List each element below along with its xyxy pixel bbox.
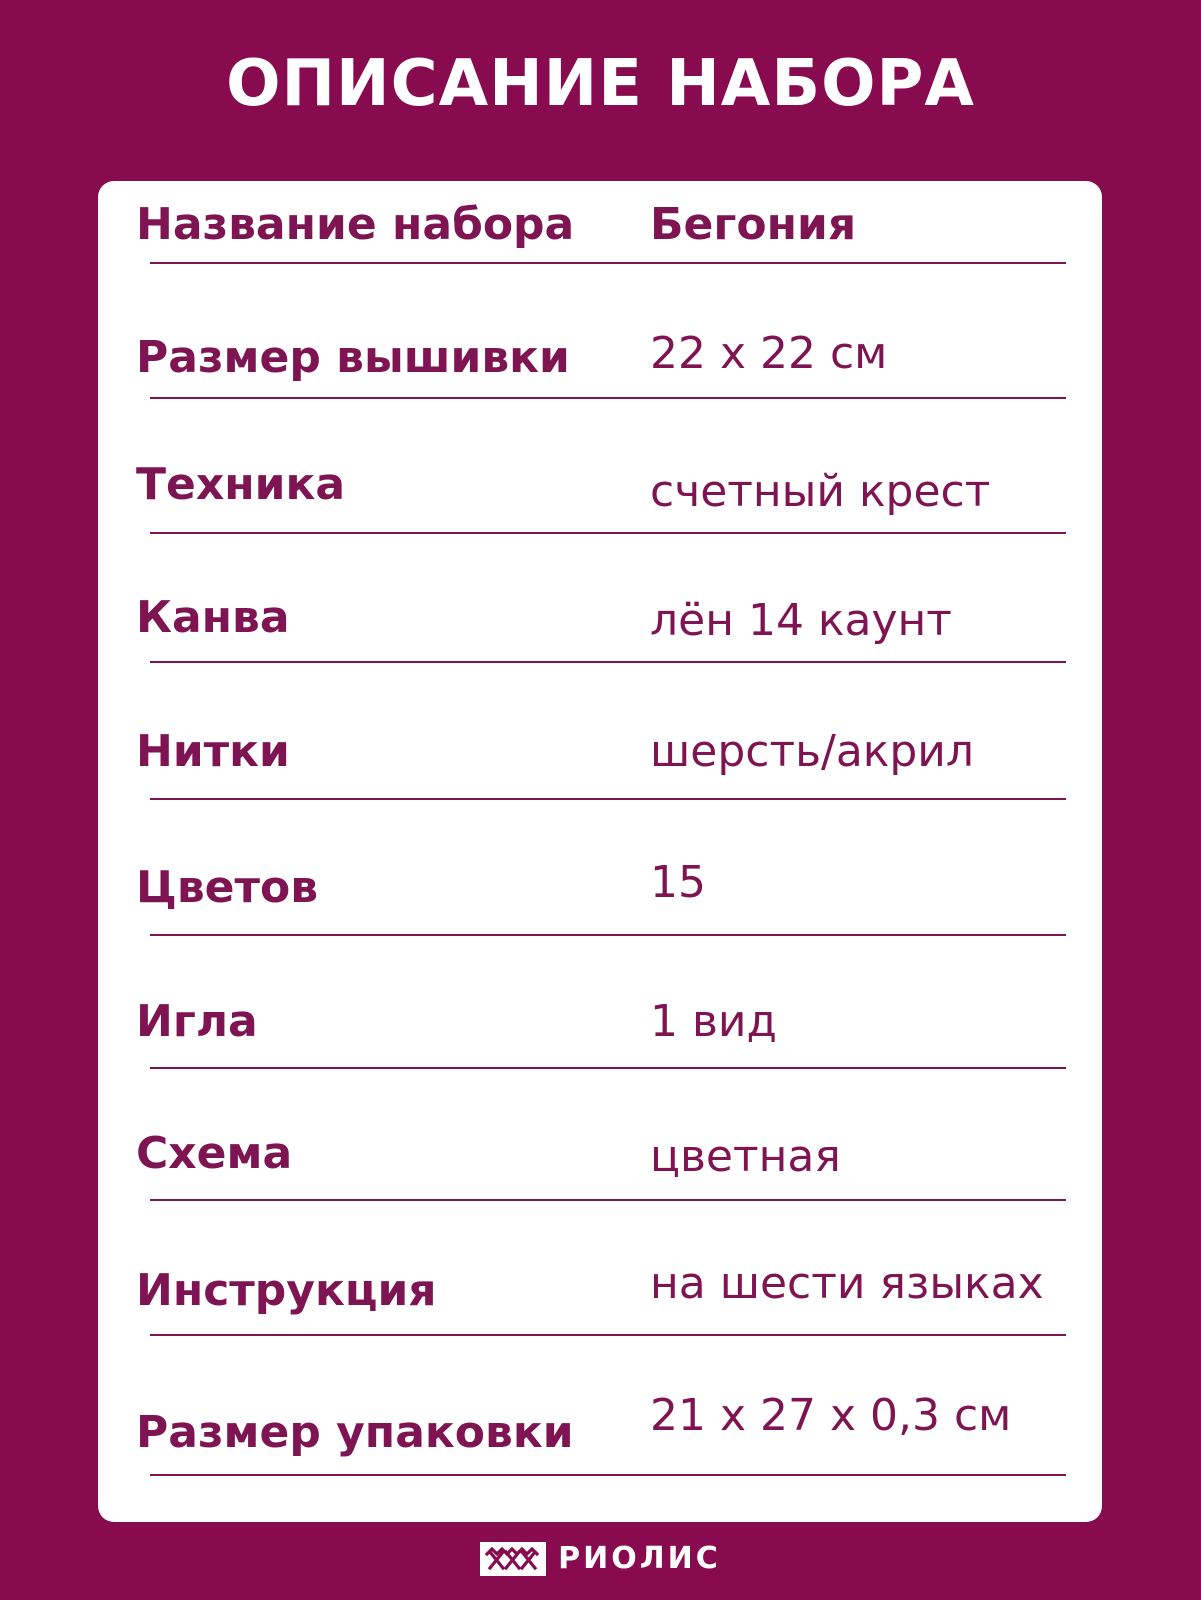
page-title: ОПИСАНИЕ НАБОРА <box>226 47 975 121</box>
row-label: Название набора <box>136 199 575 250</box>
row-label: Канва <box>136 592 290 643</box>
row-label: Цветов <box>136 862 319 913</box>
riolis-logo-icon <box>480 1542 546 1576</box>
row-divider <box>150 262 1066 264</box>
row-value: лён 14 каунт <box>650 595 952 646</box>
row-scheme <box>98 1126 1102 1256</box>
row-colors <box>98 858 1102 988</box>
row-label: Схема <box>136 1128 293 1179</box>
row-technique <box>98 457 1102 587</box>
row-value: счетный крест <box>650 466 991 517</box>
description-card <box>98 181 1102 1522</box>
row-label: Техника <box>136 459 346 510</box>
row-value: 1 вид <box>650 996 777 1047</box>
row-label: Размер вышивки <box>136 332 570 383</box>
row-label: Размер упаковки <box>136 1407 574 1458</box>
row-needle <box>98 991 1102 1121</box>
row-label: Нитки <box>136 726 290 777</box>
row-divider <box>150 532 1066 534</box>
row-embroidery-size <box>98 321 1102 451</box>
row-kit-name <box>98 189 1102 319</box>
row-package-size <box>98 1390 1102 1520</box>
row-value: цветная <box>650 1131 841 1182</box>
footer <box>0 1536 1201 1582</box>
row-value: 15 <box>650 857 706 908</box>
row-divider <box>150 1474 1066 1476</box>
row-divider <box>150 1199 1066 1201</box>
row-value: 22 х 22 см <box>650 328 888 379</box>
row-label: Инструкция <box>136 1265 437 1316</box>
row-instruction <box>98 1259 1102 1389</box>
brand-name: РИОЛИС <box>558 1541 721 1576</box>
row-divider <box>150 934 1066 936</box>
row-value: шерсть/акрил <box>650 726 975 777</box>
row-value: на шести языках <box>650 1258 1044 1309</box>
row-value: Бегония <box>650 199 857 250</box>
row-divider <box>150 798 1066 800</box>
row-divider <box>150 397 1066 399</box>
row-value: 21 х 27 х 0,3 см <box>650 1390 1012 1441</box>
row-canvas <box>98 590 1102 720</box>
row-divider <box>150 1067 1066 1069</box>
row-divider <box>150 661 1066 663</box>
row-divider <box>150 1334 1066 1336</box>
row-label: Игла <box>136 996 258 1047</box>
row-threads <box>98 724 1102 854</box>
